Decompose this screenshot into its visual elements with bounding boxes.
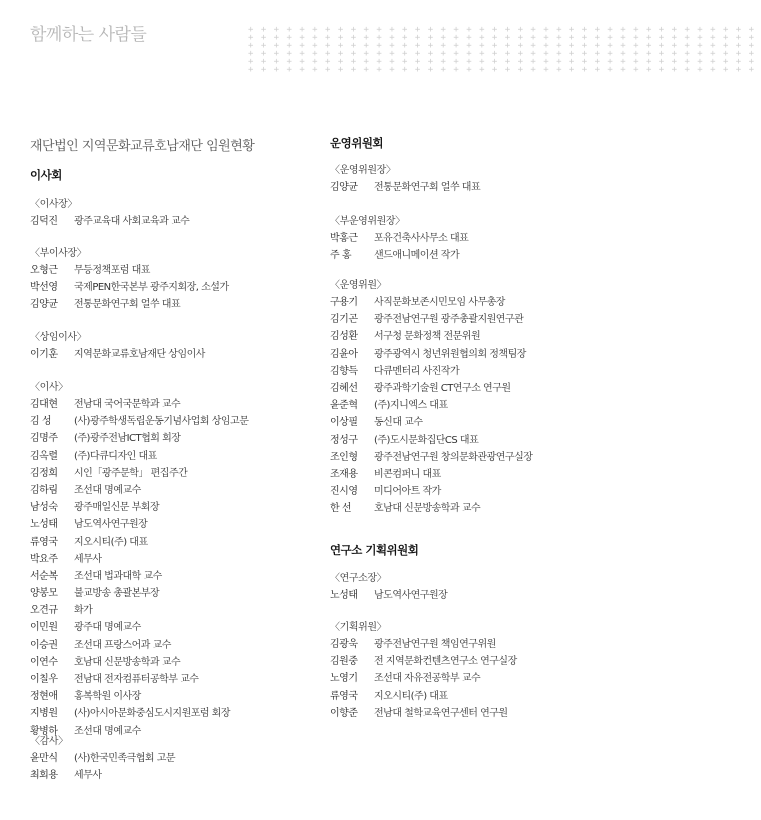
member-row [30,396,248,413]
member-description: (사)한국민족극협회 고문 [74,753,176,764]
member-row [30,534,248,551]
member-description: 전남대 국어국문학과 교수 [74,399,181,410]
member-row [330,346,532,363]
member-row [30,213,189,230]
member-row [30,346,205,363]
member-description: 조선대 명예교수 [74,484,141,496]
role-label: 〈부이사장〉 [30,248,87,259]
member-description: (사)광주학생독립운동기념사업회 상임고문 [74,416,249,428]
member-row [330,179,480,196]
member-row [30,637,248,654]
member-description: 지오시티(주) 대표 [374,690,448,702]
section-board-heading: 이사회 [30,168,62,182]
member-description: 화가 [74,605,93,617]
member-row [30,296,229,313]
member-description: 남도역사연구원장 [374,590,448,601]
member-name: 김양균 [30,299,58,311]
member-row [330,247,468,264]
member-row [30,568,248,585]
member-description: 세무사 [74,770,102,782]
member-name: 김윤아 [330,348,358,360]
member-row [30,767,175,784]
member-name: 조재용 [330,468,358,480]
member-name: 노성태 [330,590,358,601]
member-row [330,670,517,687]
member-name: 이민원 [30,622,58,634]
member-row [330,500,532,517]
member-row [30,750,175,767]
member-description: 지역문화교류호남재단 상임이사 [74,349,205,360]
member-name: 최회용 [30,770,58,782]
member-row [330,311,532,328]
member-description: 세무사 [74,553,102,565]
member-row [330,380,532,397]
member-row [330,363,532,380]
member-row [330,449,532,466]
member-description: 광주전남연구원 책임연구위원 [374,639,496,650]
document-title: 재단법인 지역문화교류호남재단 임원현황 [30,139,255,154]
member-description: 포유건축사사무소 대표 [374,233,469,244]
member-name: 정성구 [330,434,358,446]
role-label: 〈이사장〉 [30,199,77,210]
member-name: 김양균 [330,182,358,193]
member-row [30,671,248,688]
member-name: 노영기 [330,673,358,685]
role-group [330,571,447,604]
member-description: 지오시티(주) 대표 [74,536,148,548]
member-description: 무등정책포럼 대표 [74,265,150,276]
member-name: 김정희 [30,467,58,479]
member-row [30,279,229,296]
member-description: 조선대 명예교수 [74,725,141,737]
member-name: 양봉모 [30,588,58,600]
member-row [30,262,229,279]
member-description: 호남대 신문방송학과 교수 [74,656,181,668]
member-description: 광주전남연구원 광주총괄지원연구관 [374,314,524,326]
role-group [330,163,480,196]
member-name: 김대현 [30,399,58,410]
member-description: 광주과학기술원 CT연구소 연구원 [374,382,511,394]
member-description: 전 지역문화컨텐츠연구소 연구실장 [374,656,517,668]
member-name: 조인형 [330,451,358,463]
member-row [30,688,248,705]
member-row [330,414,532,431]
member-name: 류영국 [330,690,358,702]
role-group [30,380,248,740]
role-group [330,214,468,264]
member-description: (주)광주전남ICT협회 회장 [74,433,181,445]
role-label: 〈상임이사〉 [30,332,87,343]
member-description: 동신대 교수 [374,417,423,429]
member-description: 국제PEN한국본부 광주지회장, 소설가 [74,282,229,294]
member-name: 서순복 [30,570,58,582]
member-description: 조선대 자유전공학부 교수 [374,673,481,685]
member-name: 김덕진 [30,216,58,227]
member-name: 한 선 [330,503,351,515]
role-label: 〈이사〉 [30,382,68,393]
member-row [30,602,248,619]
member-description: 전남대 철학교육연구센터 연구원 [374,707,508,719]
member-row [30,430,248,447]
member-name: 오형근 [30,265,58,276]
role-label: 〈부운영위원장〉 [330,216,405,227]
member-row [30,516,248,533]
member-description: 광주대 명예교수 [74,622,141,634]
member-row [30,482,248,499]
member-name: 노성태 [30,519,58,531]
member-row [330,397,532,414]
member-name: 김 성 [30,416,51,428]
member-description: 사직문화보존시민모임 사무총장 [374,297,505,308]
page-header-title: 함께하는 사람들 [30,25,147,45]
member-row [330,466,532,483]
member-row [330,688,517,705]
member-description: 광주교육대 사회교육과 교수 [74,216,190,227]
member-row [330,230,468,247]
member-name: 김하림 [30,484,58,496]
member-row [330,653,517,670]
member-name: 김혜선 [330,382,358,394]
member-row [330,294,532,311]
member-row [30,654,248,671]
member-name: 이기훈 [30,349,58,360]
member-name: 김옥렬 [30,450,58,462]
member-name: 이향준 [330,707,358,719]
role-label: 〈연구소장〉 [330,573,387,584]
member-description: 서구청 문화정책 전문위원 [374,331,481,343]
member-name: 이칠우 [30,674,58,685]
member-description: 호남대 신문방송학과 교수 [374,503,481,515]
member-description: 남도역사연구원장 [74,519,148,531]
member-name: 진시영 [330,486,358,498]
member-name: 류영국 [30,536,58,548]
member-row [30,413,248,430]
member-row [330,636,517,653]
member-row [330,587,447,604]
member-description: (사)아시아문화중심도시지원포럼 회장 [74,708,231,720]
member-description: 샌드애니메이션 작가 [374,250,460,262]
member-name: 지병원 [30,708,58,720]
role-group [30,197,189,230]
member-name: 박선영 [30,282,58,294]
member-description: 미디어아트 작가 [374,486,441,498]
member-description: (주)도시문화집단CS 대표 [374,434,479,446]
member-row [330,705,517,722]
member-name: 이상필 [330,417,358,429]
member-name: 정현애 [30,691,58,703]
member-name: 주 홍 [330,250,351,262]
member-description: 다큐멘터리 사진작가 [374,365,460,377]
member-name: 김원중 [330,656,358,668]
member-name: 김명주 [30,433,58,445]
role-group [30,246,229,314]
member-row [30,448,248,465]
member-description: 불교방송 총괄본부장 [74,588,160,600]
member-name: 황병하 [30,725,58,737]
member-name: 김기곤 [330,314,358,326]
member-row [30,705,248,722]
member-name: 김성환 [330,331,358,343]
role-group [30,330,205,363]
member-description: (주)다큐디자인 대표 [74,450,157,462]
member-name: 구용기 [330,297,358,308]
member-name: 김광욱 [330,639,358,650]
member-name: 이승권 [30,639,58,651]
role-label: 〈운영위원장〉 [330,165,396,176]
member-description: 조선대 프랑스어과 교수 [74,639,171,651]
member-name: 이연수 [30,656,58,668]
role-group [330,620,517,722]
role-label: 〈운영위원〉 [330,280,387,291]
member-description: 광주광역시 청년위원협의회 정책팀장 [374,348,526,360]
member-row [30,585,248,602]
member-name: 오견규 [30,605,58,617]
member-row [330,483,532,500]
member-name: 박홍근 [330,233,358,244]
member-row [30,499,248,516]
role-group [30,734,175,784]
member-description: 시인「광주문학」 편집주간 [74,467,188,479]
member-description: 전통문화연구회 얼쑤 대표 [374,182,481,193]
member-row [330,328,532,345]
member-name: 남성숙 [30,502,58,514]
member-description: 전남대 전자컴퓨터공학부 교수 [74,674,199,685]
member-name: 윤준혁 [330,400,358,412]
member-description: (주)지니엑스 대표 [374,400,448,412]
role-group [330,278,532,517]
member-description: 조선대 법과대학 교수 [74,570,162,582]
member-description: 광주전남연구원 창의문화관광연구실장 [374,451,533,463]
role-label: 〈기획위원〉 [330,622,387,633]
member-description: 전통문화연구회 얼쑤 대표 [74,299,181,311]
section-planning-committee-heading: 연구소 기획위원회 [330,543,419,557]
member-description: 홍복학원 이사장 [74,691,141,703]
member-description: 비콘컴퍼니 대표 [374,468,441,480]
member-name: 김향득 [330,365,358,377]
member-name: 윤만식 [30,753,58,764]
member-row [30,619,248,636]
member-name: 박요주 [30,553,58,565]
plus-pattern-decoration: + + + + + + + + + + + + + + + + + + + + + + + + + + + + + + + + + + + + + + + + + + + + + + + + + + + + + + + + + + + + + + + + + + + + + + + + + + + + + + + + + + + + + + + + + + + + + + + + + + + + + + + + + + + + + + + + + + + + + + + + + + + + + + + + + + + + + + + + + + + + + + + + + + + + + + + + + + + + + + + + + + + + + + + + + + + + + + + + + + + + + + + + + + + + + + + + + + + + + + + + + + + + + + + + + + + + + + + + + + + + + + + + + + + + + + + + + + + + + + + + [248,25,756,75]
member-description: 광주매일신문 부회장 [74,502,160,514]
section-operating-committee-heading: 운영위원회 [330,136,384,150]
role-label: 〈감사〉 [30,736,68,747]
member-row [30,551,248,568]
member-row [330,432,532,449]
member-row [30,465,248,482]
